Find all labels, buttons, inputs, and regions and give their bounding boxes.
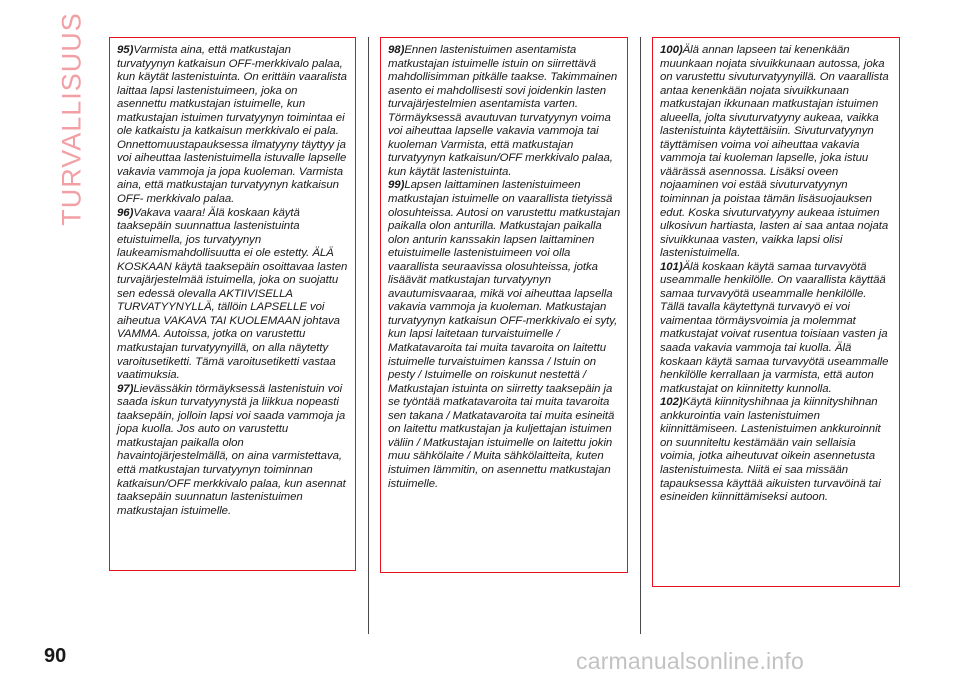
note-text: Ennen lastenistuimen asentamista matkustajan istuimelle istuin on siirrettävä mahdollisimman pitkälle taakse. Takimmainen asento ei mahdollisesti sovi joidenkin lasten turvajärjestelmien asentamista varten. Törmäyksessä avautuvan turvatyynyn voima voi aiheuttaa lapselle vakavia vammoja tai kuoleman Varmista, että matkustajan turvatyynyn katkaisun/OFF merkkivalo palaa, kun käytät lastenistuinta.	[388, 44, 618, 178]
note-number: 95)	[117, 44, 134, 56]
note-text: Vakava vaara! Älä koskaan käytä taaksepäin suunnattua lastenistuinta etuistuimella, jos turvatyynyn laukeamismahdollisuutta ei ole estetty. ÄLÄ KOSKAAN käytä taaksepäin osoittavaa lasten turvajärjestelmää istuimella, joka on suojattu sen edessä olevalla AKTIIVISELLA TURVATYYNYLLÄ, tällöin LAPSELLE voi aiheutua VAKAVA TAI KUOLEMAAN johtava VAMMA. Autoissa, jotka on varustettu matkustajan turvatyynyillä, on alla näytetty varoitusetiketti. Tämä varoitusetiketti vastaa vaatimuksia.	[117, 206, 348, 382]
note-text: Lievässäkin törmäyksessä lastenistuin voi saada iskun turvatyynystä ja liikkua nopeasti taaksepäin, jolloin lapsi voi saada vammoja ja jopa kuolla. Jos auto on varustettu matkustajan paikalla olon havaintojärjestelmällä, on aina varmistettava, että matkustajan turvatyynyn toiminnan katkaisun/OFF merkkivalo palaa, kun asennat taaksepäin suunnatun lastenistuimen matkustajan istuimelle.	[117, 382, 346, 517]
warning-note	[660, 396, 893, 504]
warning-note	[117, 44, 349, 207]
section-title-text: TURVALLISUUS	[56, 12, 87, 226]
page-number: 90	[44, 645, 67, 667]
column-divider	[368, 37, 369, 634]
note-number: 96)	[117, 206, 134, 219]
note-number: 102)	[660, 396, 683, 409]
note-text: Lapsen laittaminen lastenistuimeen matkustajan istuimelle on vaarallista tietyissä olosuhteissa. Autosi on varustettu matkustajan paikalla olon anturilla. Matkustajan paikalla olon anturin kanssakin lapsen laittaminen etuistuimelle lastenistuimeen voi olla vaarallista seuraavissa olosuhteissa, jotka lisäävät matkustajan turvatyynyn avautumisvaaraa, mikä voi aiheuttaa lapsella vakavia vammoja ja kuoleman. Matkustajan turvatyynyn katkaisun OFF-merkkivalo ei syty, kun lapsi laitetaan turvaistuimelle / Matkatavaroita tai muita tavaroita on laitettu istuimelle turvaistuimen kanssa / Istuin on pesty / Istuimelle on roiskunut nestettä / Matkustajan istuinta on siirretty taaksepäin ja se työntää matkatavaroita tai muita tavaroita sen takana / Matkatavaroita tai muita esineitä on laitettu matkustajan ja kuljettajan istuimen väliin / Matkustajan istuimelle on laitettu jokin muu sähkölaite / Muita sähkölaitteita, kuten istuimen lämmitin, on asennettu matkustajan istuimelle.	[388, 179, 621, 490]
warning-note	[388, 179, 621, 491]
warning-note	[117, 383, 349, 518]
warning-note	[660, 261, 893, 396]
section-title-vertical	[52, 12, 92, 226]
note-text: Älä koskaan käytä samaa turvavyötä useammalle henkilölle. On vaarallista käyttää samaa turvavyötä useammalle henkilölle. Tällä tavalla käytettynä turvavyö ei voi vaimentaa törmäysvoimia ja molemmat matkustajat voivat rusentua toisiaan vasten ja saada vakavia vammoja tai kuolla. Älä koskaan käytä samaa turvavyötä useammalle henkilölle kerrallaan ja varmista, että auton matkustajat on kiinnitetty kunnolla.	[660, 260, 889, 395]
note-text: Älä annan lapseen tai kenenkään muunkaan nojata sivuikkunaan autossa, joka on varustettu sivuturvatyynyillä. On vaarallista antaa kenenkään nojata sivuikkunaan matkustajan ikkunaan matkustajan istuimen alueella, jolta sivuturvatyyny aukeaa, vaikka lastenistuinta käytettäisiin. Sivuturvatyynyn täyttämisen voima voi aiheuttaa vakavia vammoja tai kuoleman lapselle, joka istuu väärässä asennossa. Lisäksi oveen nojaaminen voi estää sivuturvatyynyn toiminnan ja poistaa tämän lisäsuojauksen edut. Koska sivuturvatyyny aukeaa istuimen ulkosivun hartiasta, lasten ai saa antaa nojata sivuikkunaa vasten, vaikka lapsi olisi lastenistuimella.	[660, 44, 889, 260]
warning-note	[660, 44, 893, 261]
column-divider	[640, 37, 641, 634]
watermark-text: carmanualsonline.info	[576, 648, 804, 674]
note-text: Käytä kiinnityshihnaa ja kiinnityshihnan ankkurointia vain lastenistuimen kiinnittämiseen. Lastenistuimen ankkuroinnit on suunniteltu kestämään vain sellaisia voimia, jotka aiheutuvat oikein asennetusta lastenistuimesta. Niitä ei saa missään tapauksessa käyttää aikuisten turvavöinä tai esineiden kiinnittämiseksi autoon.	[660, 396, 881, 504]
warning-note	[388, 44, 621, 179]
note-number: 97)	[117, 382, 134, 395]
note-number: 99)	[388, 179, 405, 192]
note-number: 100)	[660, 44, 683, 56]
note-number: 101)	[660, 260, 683, 273]
warning-box-column-1	[109, 37, 356, 571]
note-text: Varmista aina, että matkustajan turvatyynyn katkaisun OFF-merkkivalo palaa, kun käytät lastenistuinta. On erittäin vaaralista laittaa lapsi lastenistuimeen, joka on asennettu matkustajan istuimelle, kun matkustajan istuimen turvatyynyn toimintaa ei ole katkaistu ja katkaisun merkkivalo ei pala. Onnettomuustapauksessa ilmatyyny täyttyy ja voi aiheuttaa lastenistuimella istuvalle lapselle vakavia vammoja ja jopa kuoleman. Varmista aina, että matkustajan turvatyynyn katkaisun OFF- merkkivalo palaa.	[117, 44, 347, 206]
note-number: 98)	[388, 44, 405, 56]
warning-box-column-2	[380, 37, 628, 573]
warning-box-column-3	[652, 37, 900, 587]
warning-note	[117, 207, 349, 383]
